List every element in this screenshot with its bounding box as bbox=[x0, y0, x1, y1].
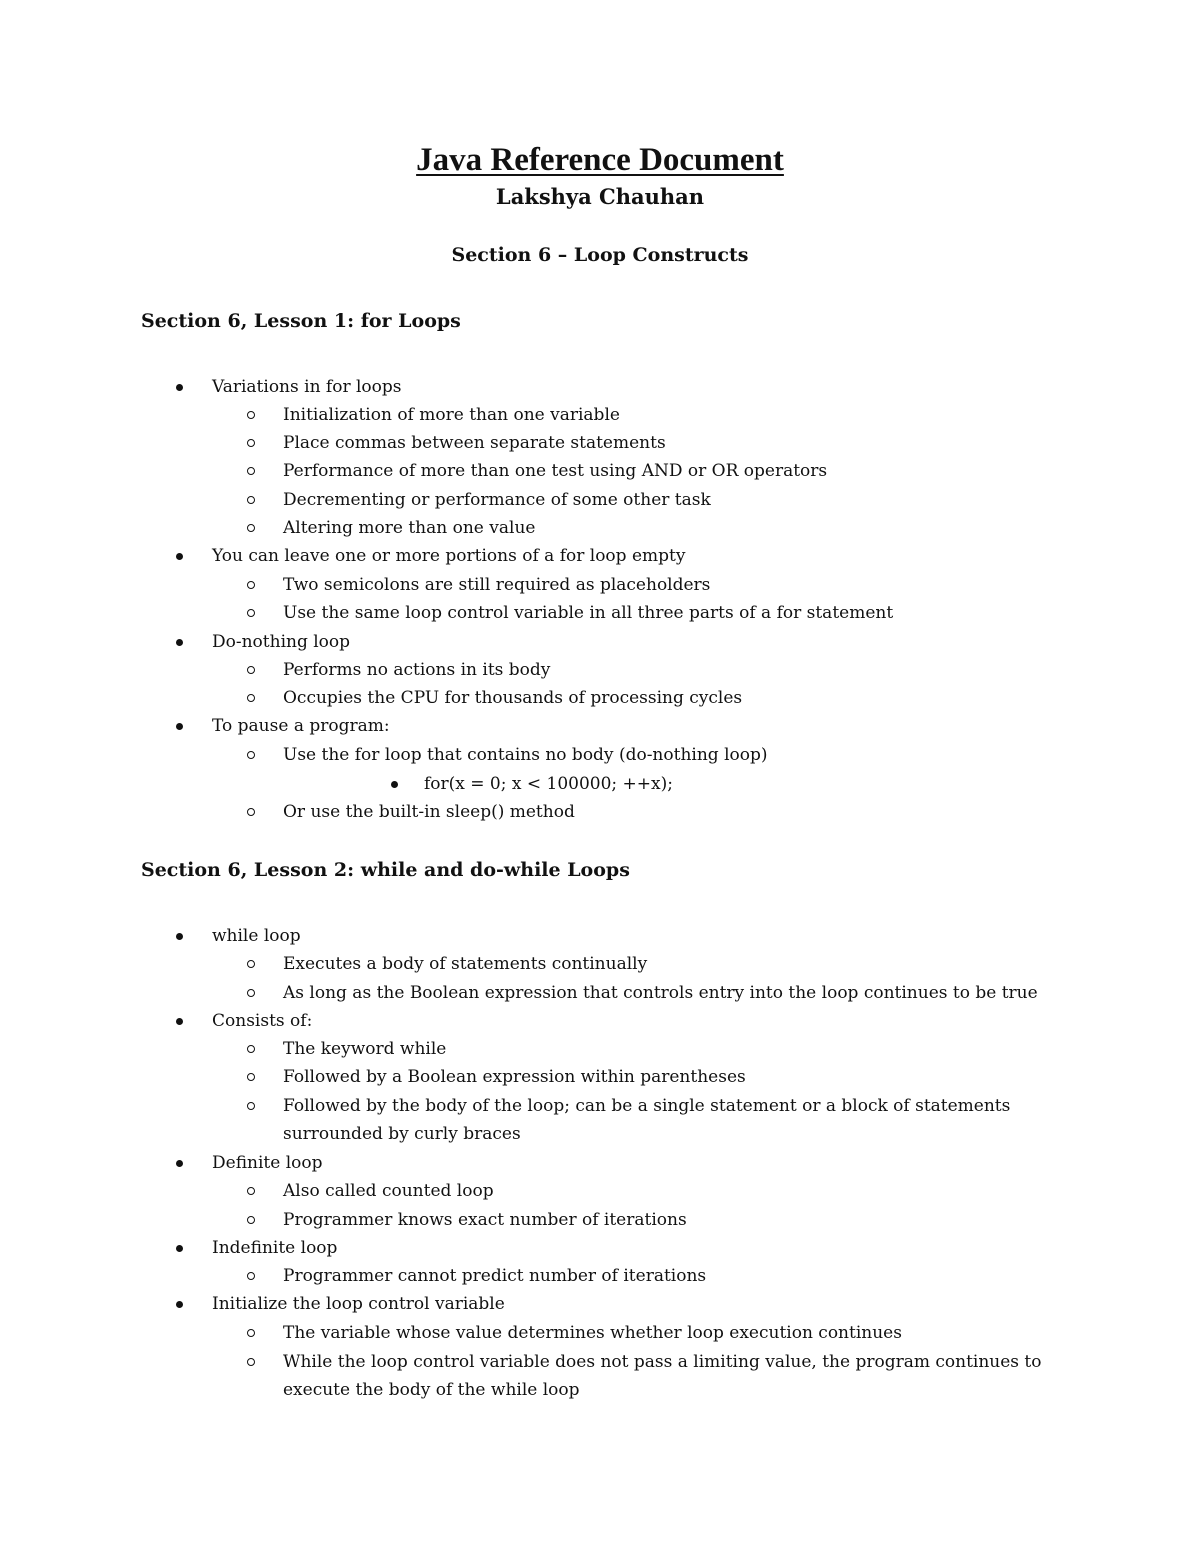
code-example: for(x = 0; x < 100000; ++x); bbox=[424, 774, 673, 794]
list-item: Programmer cannot predict number of iterations bbox=[283, 1266, 707, 1286]
list-item: Programmer knows exact number of iterations bbox=[283, 1210, 687, 1230]
list-item: Decrementing or performance of some other task bbox=[283, 490, 711, 510]
list-item: Initialization of more than one variable bbox=[283, 405, 620, 425]
list-item-continuation: surrounded by curly braces bbox=[283, 1124, 521, 1144]
list-item: Initialize the loop control variable bbox=[212, 1294, 505, 1314]
list-item: Executes a body of statements continually bbox=[283, 954, 648, 974]
list-item: Followed by a Boolean expression within parentheses bbox=[283, 1067, 746, 1087]
list-item: Definite loop bbox=[212, 1153, 323, 1173]
lesson-1-heading: Section 6, Lesson 1: for Loops bbox=[141, 310, 461, 332]
list-item: Consists of: bbox=[212, 1011, 313, 1031]
list-item: Performs no actions in its body bbox=[283, 660, 551, 680]
list-item: To pause a program: bbox=[212, 716, 390, 736]
list-item: The variable whose value determines whether loop execution continues bbox=[283, 1323, 902, 1343]
list-item: Place commas between separate statements bbox=[283, 433, 666, 453]
list-item: While the loop control variable does not pass a limiting value, the program continues to bbox=[283, 1352, 1042, 1372]
list-item: Do-nothing loop bbox=[212, 632, 351, 652]
list-item: Followed by the body of the loop; can be a single statement or a block of statements bbox=[283, 1096, 1011, 1116]
list-item: Variations in for loops bbox=[212, 377, 402, 397]
list-item: You can leave one or more portions of a for loop empty bbox=[212, 546, 686, 566]
list-item: The keyword while bbox=[283, 1039, 447, 1059]
list-item-continuation: execute the body of the while loop bbox=[283, 1380, 580, 1400]
author-name: Lakshya Chauhan bbox=[495, 184, 705, 209]
list-item: Indefinite loop bbox=[212, 1238, 338, 1258]
list-item: Use the same loop control variable in all three parts of a for statement bbox=[283, 603, 894, 623]
list-item: As long as the Boolean expression that controls entry into the loop continues to be true bbox=[283, 983, 1038, 1003]
list-item: Or use the built-in sleep() method bbox=[283, 802, 575, 822]
lesson-2-heading: Section 6, Lesson 2: while and do-while Loops bbox=[141, 859, 630, 881]
list-item: Two semicolons are still required as placeholders bbox=[283, 575, 711, 595]
list-item: Performance of more than one test using AND or OR operators bbox=[283, 461, 828, 481]
document-title: Java Reference Document bbox=[416, 142, 784, 178]
list-item: Use the for loop that contains no body (do-nothing loop) bbox=[283, 745, 768, 765]
list-item: Altering more than one value bbox=[283, 518, 536, 538]
list-item: Also called counted loop bbox=[283, 1181, 494, 1201]
section-title: Section 6 – Loop Constructs bbox=[451, 244, 749, 266]
list-item: Occupies the CPU for thousands of processing cycles bbox=[283, 688, 743, 708]
list-item: while loop bbox=[212, 926, 301, 946]
